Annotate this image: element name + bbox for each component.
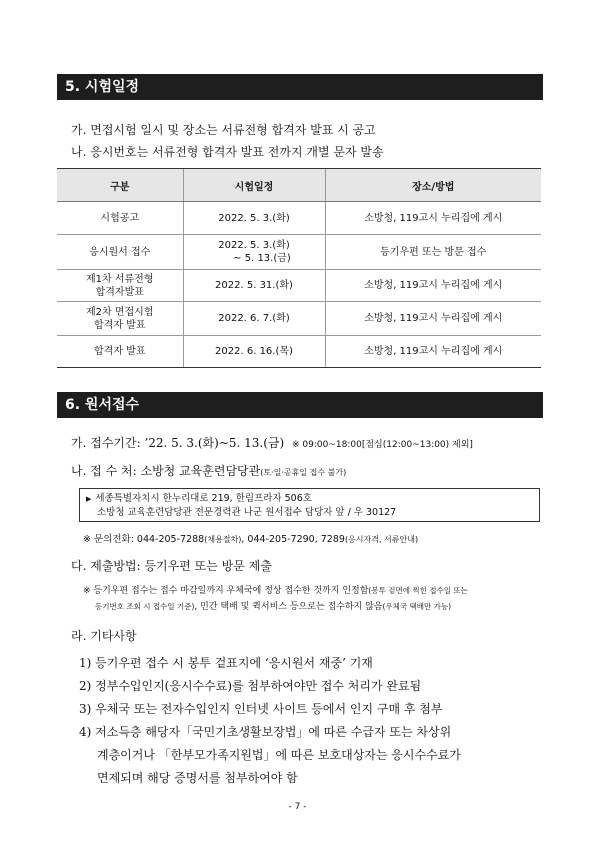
row-schedule: 2022. 5. 31.(화) xyxy=(183,270,325,302)
section5-line-b: 나. 응시번호는 서류전형 합격자 발표 전까지 개별 문자 발송 xyxy=(71,145,384,159)
row-category: 합격자 발표 xyxy=(57,336,183,368)
row-place: 소방청, 119고시 누리집에 게시 xyxy=(325,336,541,368)
section6-line-d: 라. 기타사항 xyxy=(71,629,137,643)
row-schedule: 2022. 5. 3.(화) ~ 5. 13.(금) xyxy=(183,235,325,270)
row-category: 응시원서 접수 xyxy=(57,235,183,270)
row-schedule: 2022. 6. 16.(목) xyxy=(183,336,325,368)
row-schedule: 2022. 6. 7.(화) xyxy=(183,302,325,336)
row-schedule: 2022. 5. 3.(화) xyxy=(183,202,325,235)
header-place: 장소/방법 xyxy=(325,169,541,202)
section6-line-a: 가. 접수기간: ’22. 5. 3.(화)~5. 13.(금) ※ 09:00~18:00[점심(12:00~13:00) 제외] xyxy=(71,436,473,450)
table-row xyxy=(57,302,541,336)
header-category: 구분 xyxy=(57,169,183,202)
list-item: 2) 정부수입인지(응시수수료)를 첨부하여야만 접수 처리가 완료됨 xyxy=(79,679,422,693)
row-place: 등기우편 또는 방문 접수 xyxy=(325,235,541,270)
phone-inquiry: ※ 문의전화: 044-205-7288(채용절차), 044-205-7290, 7289(응시자격, 서류안내) xyxy=(83,534,419,545)
row-place: 소방청, 119고시 누리집에 게시 xyxy=(325,202,541,235)
page-number: - 7 - xyxy=(288,802,307,812)
list-item-continuation: 면제되며 해당 증명서를 첨부하여야 함 xyxy=(97,771,298,785)
row-place: 소방청, 119고시 누리집에 게시 xyxy=(325,270,541,302)
address-box xyxy=(79,488,540,522)
closed-days-note: (토·일·공휴일 접수 불가) xyxy=(260,468,347,477)
section6-line-b: 나. 접 수 처: 소방청 교육훈련담당관(토·일·공휴일 접수 불가) xyxy=(71,464,347,478)
list-item: 3) 우체국 또는 전자수입인지 인터넷 사이트 등에서 인지 구매 후 첨부 xyxy=(79,702,443,716)
section6-line-c: 다. 제출방법: 등기우편 또는 방문 제출 xyxy=(71,559,272,573)
address-line-1: 세종특별자치시 한누리대로 219, 한림프라자 506호 xyxy=(95,493,312,504)
header-schedule: 시험일정 xyxy=(183,169,325,202)
row-category: 제2차 면접시험 합격자 발표 xyxy=(57,302,183,336)
reception-hours-note: ※ 09:00~18:00[점심(12:00~13:00) 제외] xyxy=(292,440,473,450)
table-row xyxy=(57,270,541,302)
list-item-continuation: 계층이거나 「한부모가족지원법」에 따른 보호대상자는 응시수수료가 xyxy=(97,748,461,762)
section5-header: 5. 시험일정 xyxy=(57,74,543,100)
table-row xyxy=(57,336,541,368)
schedule-table xyxy=(57,168,541,368)
row-category: 시험공고 xyxy=(57,202,183,235)
row-category: 제1차 서류전형 합격자발표 xyxy=(57,270,183,302)
list-item: 1) 등기우편 접수 시 봉투 겉표지에 ‘응시원서 재중’ 기재 xyxy=(79,656,373,670)
address-line-2: 소방청 교육훈련담당관 전문경력관 나군 원서접수 담당자 앞 / 우 30127 xyxy=(97,507,397,518)
bullet-icon: ▶ xyxy=(86,495,92,503)
section6-header: 6. 원서접수 xyxy=(57,392,543,418)
table-row xyxy=(57,235,541,270)
row-place: 소방청, 119고시 누리집에 게시 xyxy=(325,302,541,336)
list-item: 4) 저소득층 해당자「국민기초생활보장법」에 따른 수급자 또는 차상위 xyxy=(79,725,452,739)
schedule-table-header-row xyxy=(57,169,541,202)
section5-line-a: 가. 면접시험 일시 및 장소는 서류전형 합격자 발표 시 공고 xyxy=(71,123,376,137)
submission-note: ※ 등기우편 접수는 접수 마감일까지 우체국에 정상 접수한 것까지 인정함(봉투 겉면에 찍힌 접수일 또는 등기번호 조회 시 접수일 기준), 민간 택배 및 퀵서비스 등으로는 접수하지 않음(우체국 택배만 가능) xyxy=(83,586,468,612)
table-row xyxy=(57,202,541,235)
